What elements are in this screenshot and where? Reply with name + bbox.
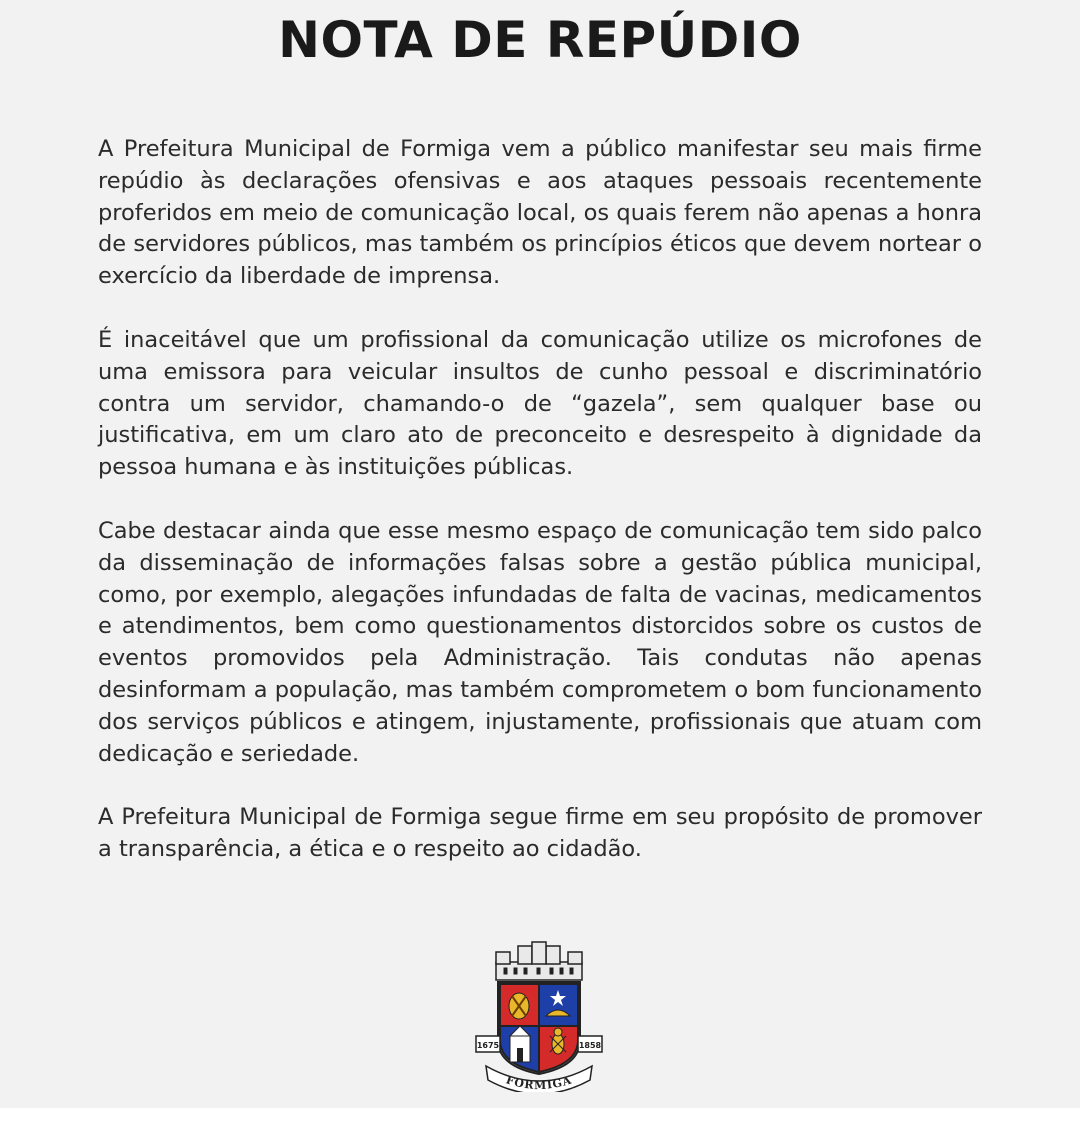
city-coat-of-arms-icon [474, 940, 604, 1092]
year-left: 1675 [476, 1041, 500, 1050]
paragraph-3: Cabe destacar ainda que esse mesmo espaço de comunicação tem sido palco da disseminação de informações falsas sobre a gestão pública municipal, como, por exemplo, alegações infundadas de falta de vacinas, medicamentos e atendimentos, bem como questionamentos distorcidos sobre os custos de eventos promovidos pela Administração. Tais condutas não apenas desinformam a população, mas também comprometem o bom funcionamento dos serviços públicos e atingem, injustamente, profissionais que atuam com dedicação e seriedade. [98, 517, 982, 767]
year-right: 1858 [578, 1041, 602, 1050]
page-title: NOTA DE REPÚDIO [278, 11, 802, 69]
paragraph-2: É inaceitável que um profissional da comunicação utilize os microfones de uma emissora para veicular insultos de cunho pessoal e discriminatório contra um servidor, chamando-o de “gazela”, sem qualquer base ou justificativa, em um claro ato de preconceito e desrespeito à dignidade da pessoa humana e às instituições públicas. [98, 326, 982, 481]
banner-text: FORMIGA [504, 1073, 574, 1092]
paragraph-1: A Prefeitura Municipal de Formiga vem a público manifestar seu mais firme repúdio às declarações ofensivas e aos ataques pessoais recentemente proferidos em meio de comunicação local, os quais ferem não apenas a honra de servidores públicos, mas também os princípios éticos que devem nortear o exercício da liberdade de imprensa. [98, 136, 982, 290]
bottom-margin [0, 1108, 1080, 1136]
document-body [98, 134, 982, 898]
paragraph-4: A Prefeitura Municipal de Formiga segue firme em seu propósito de promover a transparência, a ética e o respeito ao cidadão. [98, 804, 982, 863]
